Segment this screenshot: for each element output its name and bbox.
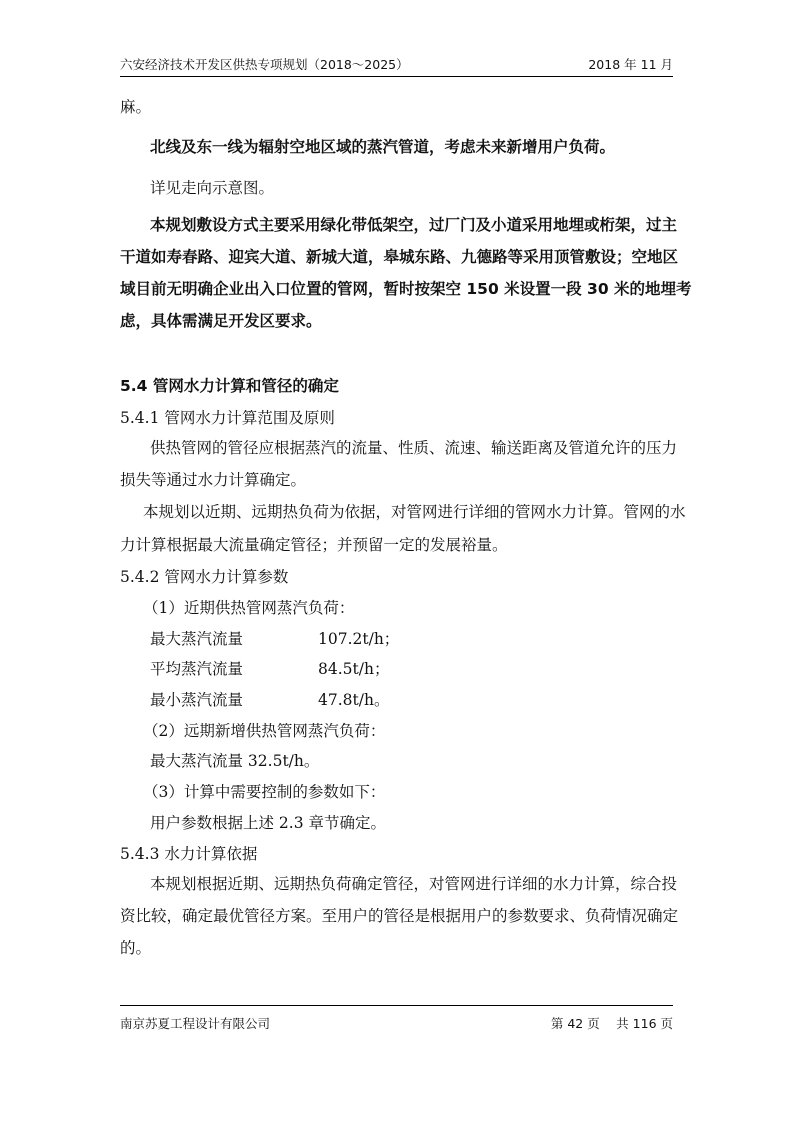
parameter-item: （2）远期新增供热管网蒸汽负荷： <box>143 722 386 740</box>
header-title: 六安经济技术开发区供热专项规划（2018～2025） <box>120 57 409 72</box>
parameter-item: （1）近期供热管网蒸汽负荷： <box>143 599 355 617</box>
header-rule <box>120 76 673 77</box>
footer-page-info: 第 42 页 共 116 页 <box>550 1016 673 1031</box>
bold-paragraph-line: 本规划敷设方式主要采用绿化带低架空，过厂门及小道采用地埋或桁架，过主 <box>150 216 678 234</box>
parameter-line: 用户参数根据上述 2.3 章节确定。 <box>150 814 387 832</box>
paragraph-line: 本规划根据近期、远期热负荷确定管径，对管网进行详细的水力计算，综合投 <box>150 875 678 893</box>
paragraph-line: 的。 <box>120 939 152 957</box>
parameter-value: 107.2t/h； <box>318 630 400 648</box>
parameter-label: 最小蒸汽流量 <box>150 691 244 709</box>
paragraph-line: 本规划以近期、远期热负荷为依据，对管网进行详细的管网水力计算。管网的水 <box>143 503 686 521</box>
paragraph-line: 资比较，确定最优管径方案。至用户的管径是根据用户的参数要求、负荷情况确定 <box>120 907 679 925</box>
parameter-label: 平均蒸汽流量 <box>150 660 244 678</box>
bold-paragraph-line: 虑，具体需满足开发区要求。 <box>120 312 322 330</box>
bold-paragraph-line: 域目前无明确企业出入口位置的管网，暂时按架空 150 米设置一段 30 米的地埋考 <box>120 280 692 298</box>
paragraph-line: 详见走向示意图。 <box>150 179 275 197</box>
footer-rule <box>120 1005 673 1006</box>
section-heading-5-4: 5.4 管网水力计算和管径的确定 <box>120 377 339 395</box>
paragraph-line: 麻。 <box>120 98 152 116</box>
parameter-value: 84.5t/h； <box>318 660 390 678</box>
bold-paragraph-line: 干道如寿春路、迎宾大道、新城大道，皋城东路、九德路等采用顶管敷设；空地区 <box>120 248 679 266</box>
header-date: 2018 年 11 月 <box>588 57 673 72</box>
footer-company: 南京苏夏工程设计有限公司 <box>120 1016 271 1031</box>
subsection-heading-5-4-2: 5.4.2 管网水力计算参数 <box>120 568 289 586</box>
parameter-label: 最大蒸汽流量 <box>150 630 244 648</box>
bold-paragraph: 北线及东一线为辐射空地区域的蒸汽管道，考虑未来新增用户负荷。 <box>150 138 616 156</box>
paragraph-line: 供热管网的管径应根据蒸汽的流量、性质、流速、输送距离及管道允许的压力 <box>150 439 678 457</box>
parameter-line: 最大蒸汽流量 32.5t/h。 <box>150 752 320 770</box>
parameter-value: 47.8t/h。 <box>318 691 390 709</box>
parameter-item: （3）计算中需要控制的参数如下： <box>143 783 386 801</box>
paragraph-line: 损失等通过水力计算确定。 <box>120 471 307 489</box>
subsection-heading-5-4-3: 5.4.3 水力计算依据 <box>120 845 258 863</box>
subsection-heading-5-4-1: 5.4.1 管网水力计算范围及原则 <box>120 409 335 427</box>
paragraph-line: 力计算根据最大流量确定管径；并预留一定的发展裕量。 <box>120 536 508 554</box>
